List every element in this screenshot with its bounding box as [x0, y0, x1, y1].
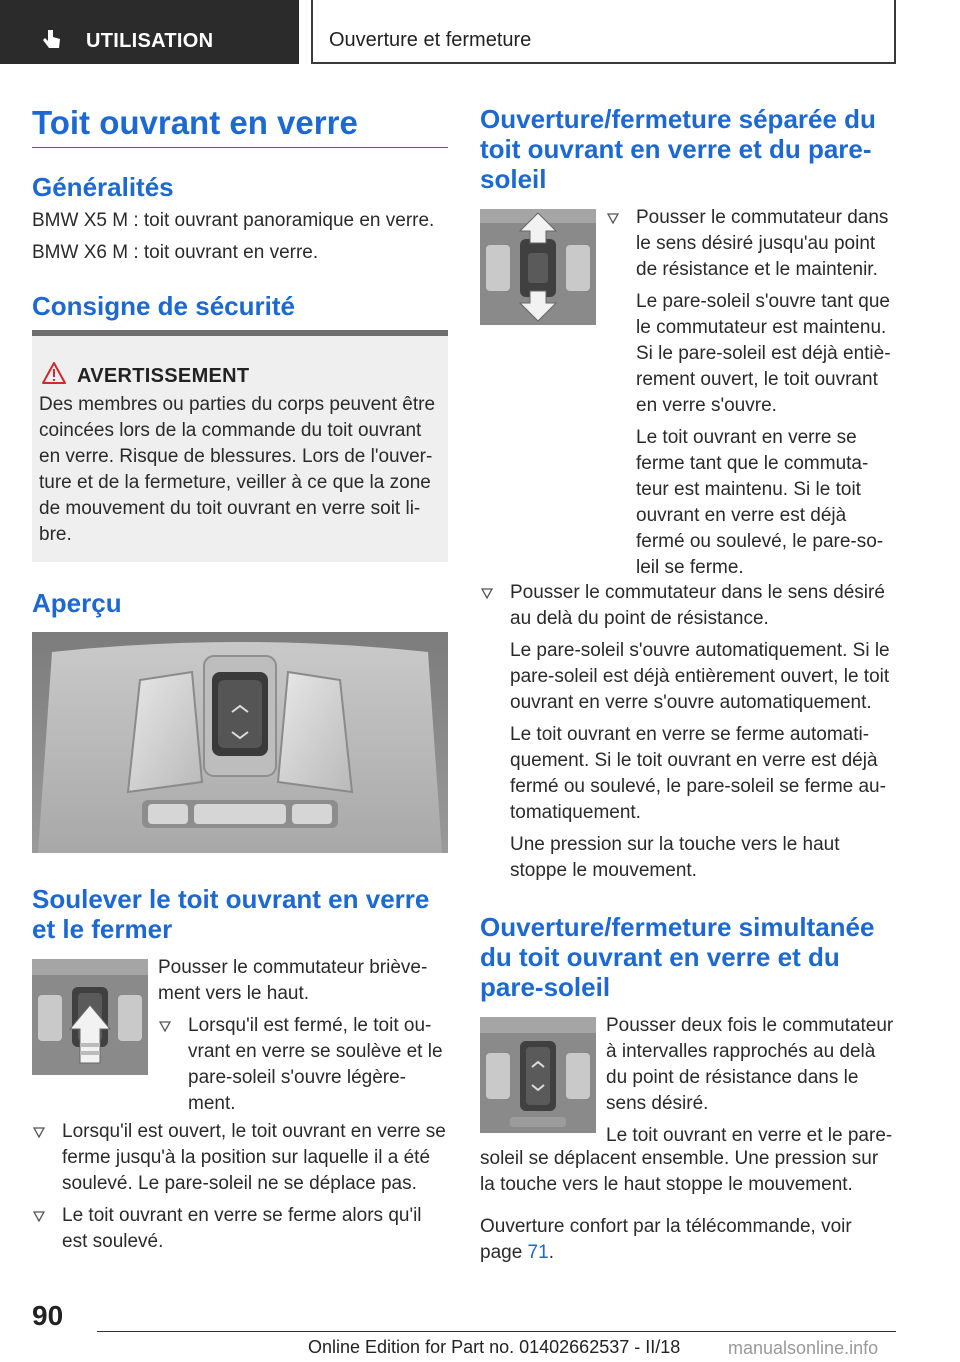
heading-securite: Consigne de sécurité: [32, 291, 295, 321]
bullet-triangle-icon: [33, 1211, 45, 1222]
watermark: manualsonline.info: [728, 1338, 879, 1358]
separee-bullet-1-block: [606, 205, 901, 587]
heading-simultanee: Ouverture/fermeture simultanée du toit ouvrant en verre et du pare-soleil: [480, 912, 875, 1002]
separee-b2-para-4: Une pression sur la touche vers le haut stoppe le mouvement.: [510, 834, 840, 881]
bullet-triangle-icon: [33, 1127, 45, 1138]
soulever-block: [158, 955, 453, 1123]
page-number: 90: [32, 1300, 64, 1331]
warning-triangle-icon: [42, 362, 66, 384]
warning-title: AVERTISSEMENT: [77, 365, 250, 387]
separee-bullet-2-block: [480, 580, 905, 890]
separee-b1-para-3: Le toit ouvrant en verre se ferme tant que le commuta- teur est maintenu. Si le toit ouvrant en verre est déjà fermé ou soulevé, le pare-so- leil se ferme.: [636, 427, 884, 578]
separee-b1-para-2: Le pare-soleil s'ouvre tant que le commutateur est maintenu. Si le pare-soleil est déjà entiè- rement ouvert, le toit ouvrant en verre s'ouvre.: [636, 291, 891, 416]
bullet-triangle-icon: [607, 213, 619, 224]
page-title: Toit ouvrant en verre: [32, 104, 358, 141]
heading-separee: Ouverture/fermeture séparée du toit ouvrant en verre et du pare- soleil: [480, 104, 876, 194]
separee-bullet-1: Pousser le commutateur dans le sens désiré jusqu'au point de résistance et le maintenir.: [606, 205, 901, 283]
page-link-71[interactable]: 71: [527, 1242, 549, 1263]
switch-plain-image: [480, 1017, 596, 1133]
warning-box: [32, 330, 448, 562]
header-section-tab: [0, 0, 299, 64]
soulever-bullets-lower: [32, 1119, 457, 1261]
switch-up-image: [32, 959, 148, 1075]
roof-console-overview-image: [32, 632, 448, 853]
header-chapter-label: Ouverture et fermeture: [329, 29, 532, 51]
heading-generalites: Généralités: [32, 172, 174, 202]
generalites-text: BMW X5 M : toit ouvrant panoramique en verre. BMW X6 M : toit ouvrant en verre.: [32, 210, 435, 263]
hand-pointer-icon: [40, 28, 64, 52]
soulever-intro: Pousser le commutateur briève- ment vers le haut.: [158, 957, 428, 1004]
simultanee-para-3: Ouverture confort par la télécommande, voir page 71.: [480, 1216, 852, 1263]
simultanee-para-2: soleil se déplacent ensemble. Une pression sur la touche vers le haut stoppe le mouvement.: [480, 1148, 879, 1195]
separee-b2-para-2: Le pare-soleil s'ouvre automatiquement. Si le pare-soleil est déjà entièrement ouvert, le toit ouvrant en verre s'ouvre automatiquement.: [510, 640, 890, 713]
header-section-label: UTILISATION: [86, 30, 214, 52]
footer-edition: Online Edition for Part no. 01402662537 - II/18: [308, 1337, 681, 1357]
bullet-triangle-icon: [159, 1021, 171, 1032]
footer-divider: [97, 1331, 896, 1332]
soulever-bullet-1: Lorsqu'il est fermé, le toit ou- vrant en verre se soulève et le pare-soleil s'ouvre légère- ment.: [158, 1013, 453, 1117]
header-chapter-tab: [311, 0, 896, 64]
separee-b2-para-3: Le toit ouvrant en verre se ferme automati- quement. Si le toit ouvrant en verre est déjà fermé ou soulevé, le pare-soleil se ferme au- tomatiquement.: [510, 724, 886, 823]
warning-text: Des membres ou parties du corps peuvent être coincées lors de la commande du toit ouvrant en verre. Risque de blessures. Lors de l'ouver- ture et de la fermeture, veiller à ce que la zone de mouvement du toit ouvrant en verre soit li- bre.: [39, 394, 436, 545]
soulever-bullet-3: Le toit ouvrant en verre se ferme alors qu'il est soulevé.: [32, 1203, 457, 1255]
simultanee-para-1: Pousser deux fois le commutateur à intervalles rapprochés au delà du point de résistance dans le sens désiré. Le toit ouvrant en verre et le pare-: [606, 1015, 894, 1146]
heading-apercu: Aperçu: [32, 588, 122, 618]
separee-bullet-2: Pousser le commutateur dans le sens désiré au delà du point de résistance.: [480, 580, 905, 632]
bullet-triangle-icon: [481, 588, 493, 599]
heading-soulever: Soulever le toit ouvrant en verre et le fermer: [32, 884, 430, 944]
title-divider: [32, 147, 448, 148]
switch-up-down-image: [480, 209, 596, 325]
soulever-bullet-2: Lorsqu'il est ouvert, le toit ouvrant en verre se ferme jusqu'à la position sur laquelle il a été soulevé. Le pare-soleil ne se déplace pas.: [32, 1119, 457, 1197]
